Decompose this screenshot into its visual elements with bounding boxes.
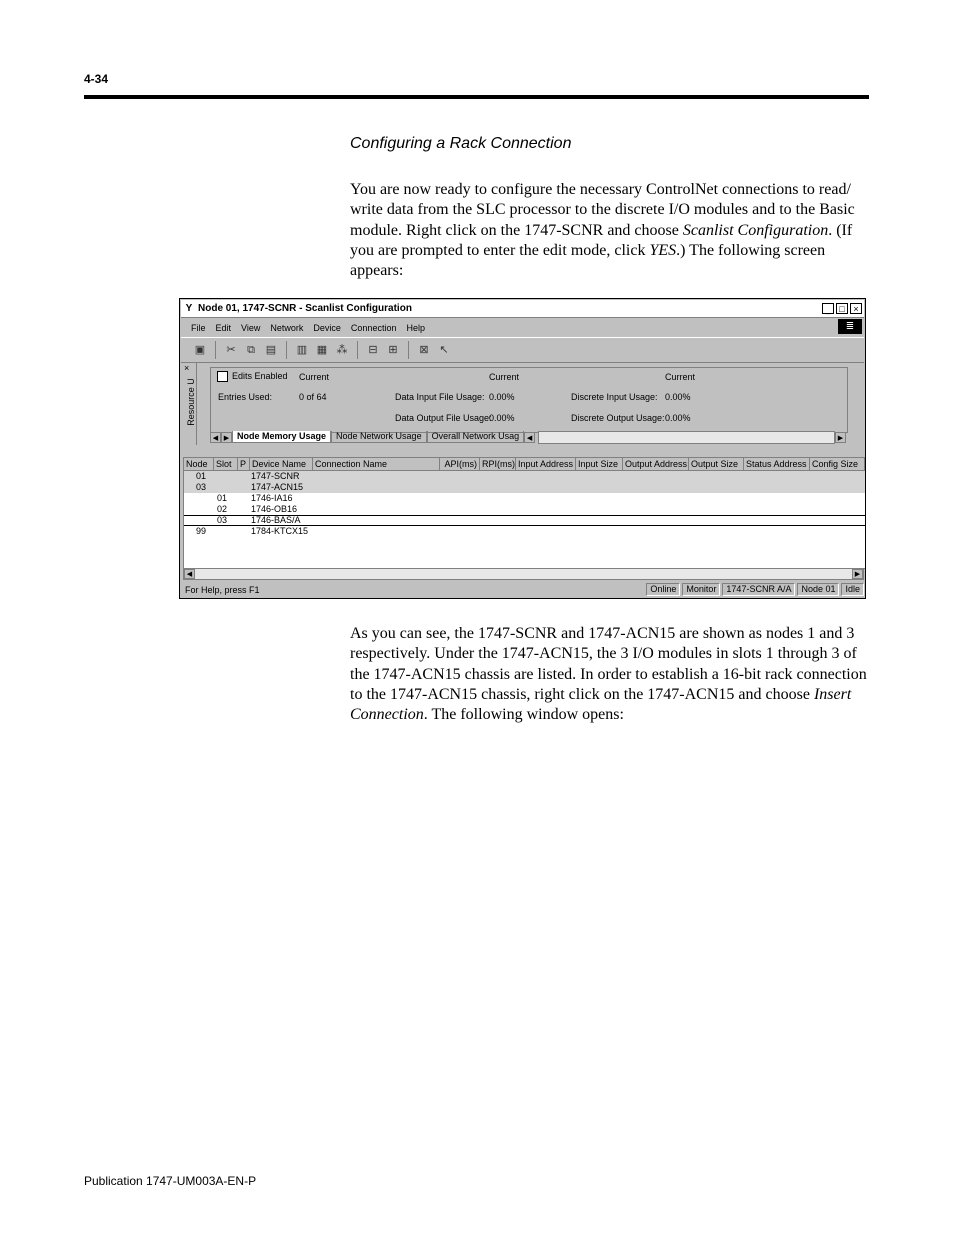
tab-node-memory-usage[interactable]: Node Memory Usage <box>232 431 331 443</box>
discrete-output-value: 0.00% <box>665 413 691 423</box>
app-icon: Y <box>185 302 193 314</box>
table-row[interactable] <box>184 493 865 504</box>
tab-scroll-left-icon[interactable]: ◀ <box>210 432 221 443</box>
panel-scroll-left-icon[interactable]: ◀ <box>524 432 535 443</box>
data-output-value: 0.00% <box>489 413 515 423</box>
discrete-output-label: Discrete Output Usage: <box>571 413 665 423</box>
checkbox-box[interactable] <box>217 371 228 382</box>
cell-node: 01 <box>196 471 207 481</box>
panel-hscrollbar[interactable] <box>538 431 835 444</box>
col-config-size[interactable]: Config Size <box>810 458 865 470</box>
minimize-button[interactable]: _ <box>822 303 834 314</box>
grid-header <box>184 458 865 471</box>
tab-scroll-right-icon[interactable]: ▶ <box>221 432 232 443</box>
table-row[interactable] <box>184 504 865 515</box>
status-help-text: For Help, press F1 <box>185 584 260 595</box>
menu-bar <box>181 319 864 336</box>
tab-overall-network-usage[interactable]: Overall Network Usag <box>427 431 525 443</box>
cell-node: 03 <box>196 482 207 492</box>
page-number: 4-34 <box>84 72 109 86</box>
col-slot[interactable]: Slot <box>214 458 238 470</box>
col-node[interactable]: Node <box>184 458 214 470</box>
save-icon[interactable]: ▣ <box>194 344 206 356</box>
connection-icon[interactable]: ⁂ <box>336 344 348 356</box>
toolbar-separator <box>357 341 358 359</box>
menu-network[interactable]: Network <box>270 322 304 333</box>
status-bar <box>181 582 864 597</box>
col-rpi[interactable]: RPI(ms) <box>482 459 515 469</box>
col-status-address[interactable]: Status Address <box>744 458 810 470</box>
table-row[interactable] <box>184 471 865 482</box>
menu-help[interactable]: Help <box>406 322 425 333</box>
status-mode: Monitor <box>682 583 720 596</box>
header-rule <box>84 95 869 99</box>
toolbar <box>181 337 864 363</box>
intro-paragraph: You are now ready to configure the necessary ControlNet connections to read/ write data from the SLC processor to the discrete I/O modules and to the Basic module. Right click on the 1747-SCNR and choose Scanlist Configuration. (If you are prompted to enter the edit mode, click YES.) The following screen appears: <box>350 181 855 280</box>
edits-enabled-checkbox[interactable]: Edits Enabled <box>217 371 288 382</box>
menu-device[interactable]: Device <box>313 322 341 333</box>
scroll-left-icon[interactable]: ◀ <box>184 569 195 579</box>
network-logo-icon: ≣ <box>838 319 862 334</box>
cell-device: 1747-ACN15 <box>251 482 304 492</box>
entries-used-value: 0 of 64 <box>299 392 327 402</box>
menu-file[interactable]: File <box>191 322 206 333</box>
toolbar-separator <box>286 341 287 359</box>
grid-icon[interactable]: ⊞ <box>388 344 398 356</box>
resource-dock-strip <box>182 363 197 445</box>
col-output-size[interactable]: Output Size <box>689 458 744 470</box>
scanlist-window <box>179 298 866 599</box>
status-state: Idle <box>841 583 864 596</box>
maximize-button[interactable]: □ <box>836 303 848 314</box>
help-pointer-icon[interactable]: ↖ <box>439 344 449 356</box>
cell-device: 1747-SCNR <box>251 471 300 481</box>
col-connection-name[interactable]: Connection Name <box>313 458 440 470</box>
copy-icon[interactable]: ⧉ <box>247 344 255 356</box>
toolbar-separator <box>215 341 216 359</box>
network-icon[interactable]: ▦ <box>316 344 328 356</box>
menu-view[interactable]: View <box>241 322 261 333</box>
current-label: Current <box>665 372 696 382</box>
tree-icon[interactable]: ⊟ <box>368 344 378 356</box>
usage-tabs <box>210 431 846 443</box>
device-icon[interactable]: ▥ <box>296 344 308 356</box>
col-output-address[interactable]: Output Address <box>625 459 688 469</box>
status-online: Online <box>646 583 680 596</box>
cell-slot: 01 <box>217 493 228 503</box>
panel-scroll-right-icon[interactable]: ▶ <box>835 432 846 443</box>
paste-icon[interactable]: ▤ <box>265 344 277 356</box>
table-row[interactable] <box>184 515 865 526</box>
network-browse-icon[interactable]: ⊠ <box>419 344 429 356</box>
col-input-size[interactable]: Input Size <box>576 458 623 470</box>
cut-icon[interactable]: ✂ <box>226 344 236 356</box>
table-row[interactable] <box>184 526 865 537</box>
status-node: Node 01 <box>797 583 839 596</box>
resource-panel <box>210 367 848 433</box>
col-input-address[interactable]: Input Address <box>516 458 576 470</box>
col-p[interactable]: P <box>238 458 250 470</box>
status-device: 1747-SCNR A/A <box>722 583 795 596</box>
publication-footer: Publication 1747-UM003A-EN-P <box>84 1174 257 1188</box>
title-bar[interactable] <box>181 300 864 318</box>
cell-device: 1784-KTCX15 <box>251 526 309 536</box>
scroll-right-icon[interactable]: ▶ <box>852 569 863 579</box>
col-api[interactable]: API(ms) <box>440 458 480 470</box>
close-dock-icon[interactable]: × <box>184 363 190 373</box>
cell-device: 1746-BAS/A <box>251 515 301 525</box>
data-output-label: Data Output File Usage: <box>395 413 492 423</box>
cell-slot: 03 <box>217 515 228 525</box>
table-row[interactable] <box>184 482 865 493</box>
discrete-input-value: 0.00% <box>665 392 691 402</box>
data-input-value: 0.00% <box>489 392 515 402</box>
explanation-paragraph: As you can see, the 1747-SCNR and 1747-ACN15 are shown as nodes 1 and 3 respectively. Under the 1747-ACN15, the 3 I/O modules in slots 1 through 3 of the 1747-ACN15 chassis are listed. In order to establish a 16-bit rack connection to the 1747-ACN15 chassis, right click on the 1747-ACN15 and choose Insert Connection. The following window opens: <box>350 625 867 724</box>
section-heading: Configuring a Rack Connection <box>350 135 572 152</box>
cell-slot: 02 <box>217 504 228 514</box>
menu-edit[interactable]: Edit <box>215 322 232 333</box>
grid-hscrollbar[interactable] <box>183 568 864 580</box>
col-device-name[interactable]: Device Name <box>250 458 313 470</box>
cell-device: 1746-OB16 <box>251 504 298 514</box>
close-button[interactable]: × <box>850 303 862 314</box>
cell-device: 1746-IA16 <box>251 493 293 503</box>
scanlist-grid <box>183 457 866 569</box>
tab-node-network-usage[interactable]: Node Network Usage <box>331 431 427 443</box>
menu-connection[interactable]: Connection <box>350 322 397 333</box>
current-label: Current <box>299 372 330 382</box>
current-label: Current <box>489 372 520 382</box>
entries-used-label: Entries Used: <box>218 392 273 402</box>
data-input-label: Data Input File Usage: <box>395 392 485 402</box>
resource-usage-label: Resource U <box>186 378 196 426</box>
cell-node: 99 <box>196 526 207 536</box>
discrete-input-label: Discrete Input Usage: <box>571 392 658 402</box>
toolbar-separator <box>408 341 409 359</box>
window-title: Node 01, 1747-SCNR - Scanlist Configuration <box>198 303 412 314</box>
